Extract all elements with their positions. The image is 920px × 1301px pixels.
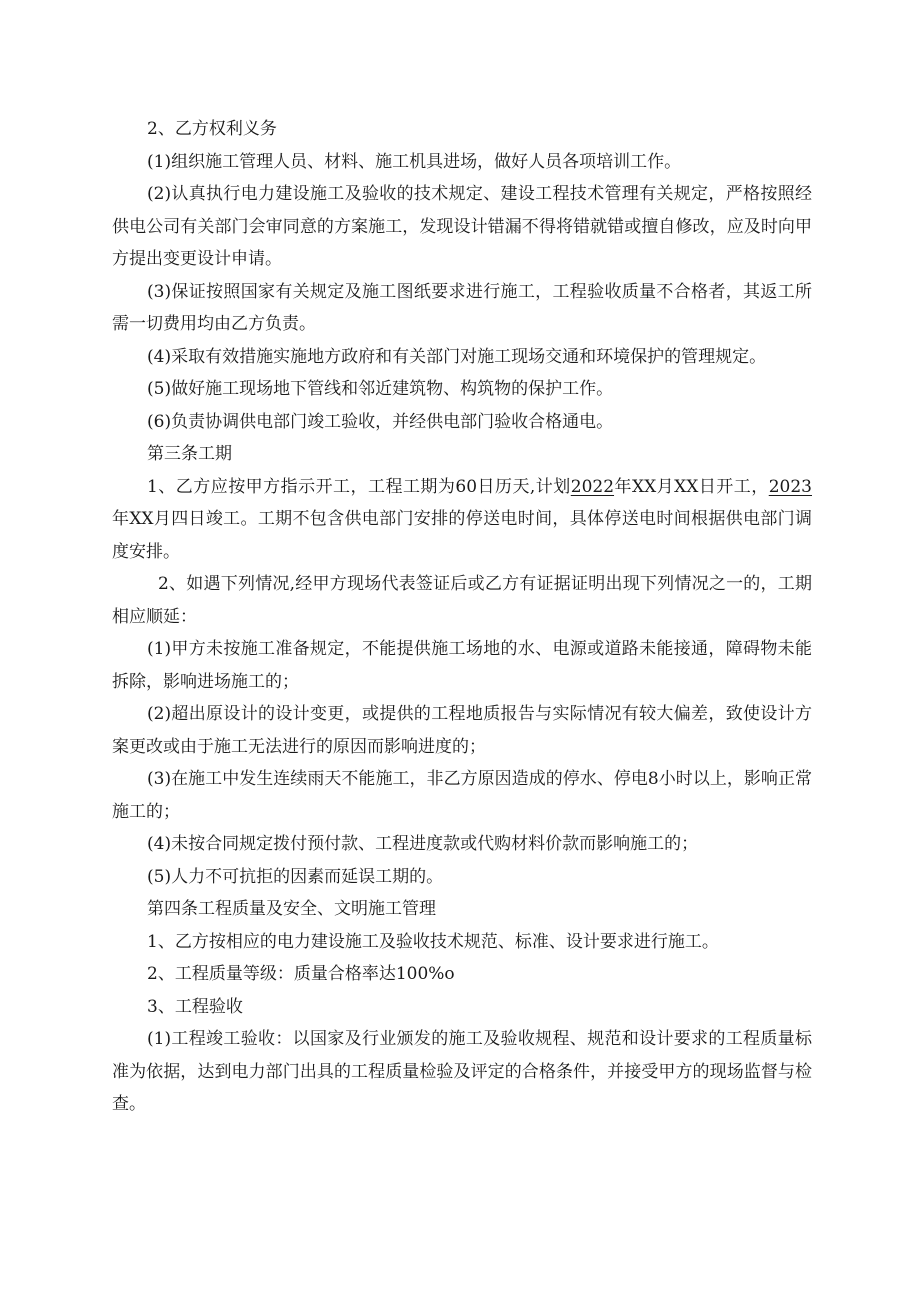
article-3-schedule-paragraph — [112, 471, 812, 569]
article-4-paragraph-1: 1、乙方按相应的电力建设施工及验收技术规范、标准、设计要求进行施工。 — [147, 931, 719, 952]
schedule-text-c: 年XX月四日竣工。工期不包含供电部门安排的停送电时间，具体停送电时间根据供电部门调度安排。 — [112, 509, 812, 562]
article-4-paragraph-3: 3、工程验收 — [147, 996, 243, 1017]
article-4-paragraph-2: 2、工程质量等级：质量合格率达100%o — [147, 964, 455, 984]
article-4-paragraph-4: (1)工程竣工验收：以国家及行业颁发的施工及验收规程、规范和设计要求的工程质量标准为依据，达到电力部门出具的工程质量检验及评定的合格条件，并接受甲方的现场监督与检查。 — [112, 1029, 812, 1114]
end-year: 2023 — [768, 476, 812, 497]
schedule-text-b: 年XX月XX日开工， — [614, 476, 769, 497]
party-b-rights-heading: 2、乙方权利义务 — [147, 119, 277, 139]
document-page — [112, 113, 812, 1121]
article-3-heading: 第三条工期 — [147, 444, 232, 464]
party-b-item-3: (3)保证按照国家有关规定及施工图纸要求进行施工，工程验收质量不合格者，其返工所需一切费用均由乙方负责。 — [112, 281, 812, 334]
extension-item-2: (2)超出原设计的设计变更，或提供的工程地质报告与实际情况有较大偏差，致使设计方案更改或由于施工无法进行的原因而影响进度的； — [112, 704, 812, 757]
extension-item-4: (4)未按合同规定拨付预付款、工程进度款或代购材料价款而影响施工的； — [147, 834, 699, 854]
article-3-extension-paragraph: 2、如遇下列情况,经甲方现场代表签证后或乙方有证据证明出现下列情况之一的，工期相应顺延： — [112, 574, 812, 627]
party-b-item-2: (2)认真执行电力建设施工及验收的技术规定、建设工程技术管理有关规定，严格按照经供电公司有关部门会审同意的方案施工，发现设计错漏不得将错就错或擅自修改，应及时向甲方提出变更设计申请。 — [112, 184, 812, 269]
article-4-heading: 第四条工程质量及安全、文明施工管理 — [147, 899, 436, 919]
party-b-item-6: (6)负责协调供电部门竣工验收，并经供电部门验收合格通电。 — [147, 411, 614, 432]
schedule-text-a: 1、乙方应按甲方指示开工，工程工期为60日历天,计划 — [147, 476, 571, 497]
extension-item-3: (3)在施工中发生连续雨天不能施工，非乙方原因造成的停水、停电8小时以上，影响正常施工的； — [112, 769, 812, 822]
extension-item-1: (1)甲方未按施工准备规定，不能提供施工场地的水、电源或道路未能接通，障碍物未能拆除，影响进场施工的； — [112, 639, 812, 692]
party-b-item-5: (5)做好施工现场地下管线和邻近建筑物、构筑物的保护工作。 — [147, 379, 614, 399]
start-year: 2022 — [570, 476, 615, 497]
extension-item-5: (5)人力不可抗拒的因素而延误工期的。 — [147, 866, 444, 887]
party-b-item-1: (1)组织施工管理人员、材料、施工机具进场，做好人员各项培训工作。 — [147, 151, 682, 172]
party-b-item-4: (4)采取有效措施实施地方政府和有关部门对施工现场交通和环境保护的管理规定。 — [147, 346, 767, 367]
